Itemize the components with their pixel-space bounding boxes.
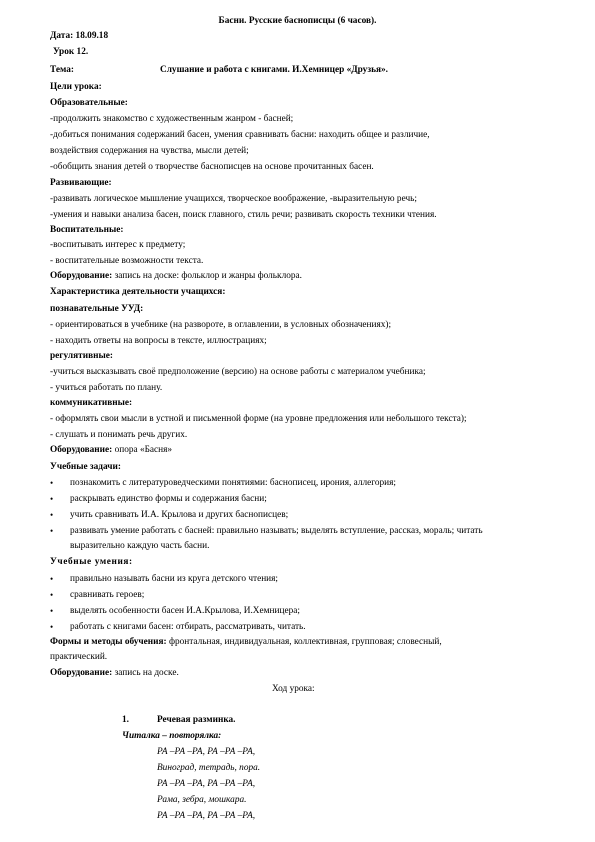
equipment-text: опора «Басня» — [112, 445, 173, 455]
chant-line: Рама, зебра, мошкара. — [157, 795, 247, 805]
upbringing-line: -воспитывать интерес к предмету; — [50, 240, 186, 250]
forms-continuation: практический. — [50, 652, 108, 662]
educational-line: воздействия содержания на чувства, мысли детей; — [50, 146, 249, 156]
skill-item: сравнивать героев; — [70, 590, 145, 600]
bullet: • — [50, 590, 54, 600]
developing-heading: Развивающие: — [50, 178, 112, 188]
forms-text: фронтальная, индивидуальная, коллективная, групповая; словесный, — [166, 637, 442, 647]
cognitive-heading: познавательные УУД: — [50, 304, 144, 314]
chant-line: РА –РА –РА, РА –РА –РА, — [157, 811, 256, 821]
bullet: • — [50, 526, 54, 536]
task-item-continuation: выразительно каждую часть басни. — [70, 541, 210, 551]
regulative-heading: регулятивные: — [50, 351, 113, 361]
skills-heading: Учебные умения: — [50, 557, 133, 567]
chant-line: РА –РА –РА, РА –РА –РА, — [157, 779, 256, 789]
forms-line — [50, 637, 553, 648]
bullet: • — [50, 622, 54, 632]
regulative-line: -учиться высказывать своё предположение (версию) на основе работы с материалом учебника; — [50, 367, 426, 377]
lesson-date: Дата: 18.09.18 — [50, 31, 109, 41]
educational-heading: Образовательные: — [50, 98, 128, 108]
cognitive-line: - находить ответы на вопросы в тексте, иллюстрациях; — [50, 336, 267, 346]
equipment-line — [50, 445, 172, 456]
chant-heading: Читалка – повторялка: — [122, 731, 222, 741]
equipment-text: запись на доске. — [112, 668, 179, 678]
tasks-heading: Учебные задачи: — [50, 462, 121, 472]
document-title: Басни. Русские баснописцы (6 часов). — [218, 16, 377, 26]
regulative-line: - учиться работать по плану. — [50, 383, 163, 393]
skill-item: выделять особенности басен И.А.Крылова, И.Хемницера; — [70, 606, 300, 616]
chant-line: РА –РА –РА, РА –РА –РА, — [157, 747, 256, 757]
equipment-label: Оборудование: — [50, 445, 113, 455]
equipment-line — [50, 271, 302, 282]
course-heading: Ход урока: — [272, 684, 315, 694]
bullet: • — [50, 574, 54, 584]
communicative-line: - слушать и понимать речь других. — [50, 430, 188, 440]
step-title: Речевая разминка. — [157, 715, 236, 725]
task-item: раскрывать единство формы и содержания басни; — [70, 494, 267, 504]
communicative-line: - оформлять свои мысли в устной и письменной форме (на уровне предложения или небольшого текста); — [50, 414, 467, 424]
skill-item: правильно называть басни из круга детского чтения; — [70, 574, 279, 584]
educational-line: -добиться понимания содержаний басен, умения сравнивать басни: находить общее и различие, — [50, 130, 430, 140]
developing-line: -развивать логическое мышление учащихся, творческое воображение, -выразительную речь; — [50, 194, 417, 204]
step-number: 1. — [122, 715, 129, 725]
upbringing-heading: Воспитательные: — [50, 225, 124, 235]
bullet: • — [50, 510, 54, 520]
equipment-text: запись на доске: фольклор и жанры фольклора. — [112, 271, 302, 281]
developing-line: -умения и навыки анализа басен, поиск главного, стиль речи; развивать скорость техники чтения. — [50, 210, 437, 220]
communicative-heading: коммуникативные: — [50, 398, 133, 408]
topic-text: Слушание и работа с книгами. И.Хемницер «Друзья». — [160, 65, 388, 75]
forms-label: Формы и методы обучения: — [50, 637, 167, 647]
equipment-label: Оборудование: — [50, 668, 113, 678]
task-item: развивать умение работать с басней: правильно называть; выделять вступление, рассказ, мораль; читать — [70, 526, 483, 536]
bullet: • — [50, 478, 54, 488]
chant-line: Виноград, тетрадь, пора. — [157, 763, 261, 773]
educational-line: -обобщить знания детей о творчестве баснописцев на основе прочитанных басен. — [50, 162, 374, 172]
educational-line: -продолжить знакомство с художественным жанром - басней; — [50, 114, 294, 124]
task-item: познакомить с литературоведческими понятиями: баснописец, ирония, аллегория; — [70, 478, 396, 488]
lesson-number: Урок 12. — [53, 47, 89, 57]
upbringing-line: - воспитательные возможности текста. — [50, 256, 204, 266]
bullet: • — [50, 606, 54, 616]
task-item: учить сравнивать И.А. Крылова и других баснописцев; — [70, 510, 289, 520]
skill-item: работать с книгами басен: отбирать, рассматривать, читать. — [70, 622, 306, 632]
bullet: • — [50, 494, 54, 504]
activity-heading: Характеристика деятельности учащихся: — [50, 287, 226, 297]
equipment-label: Оборудование: — [50, 271, 113, 281]
equipment-line — [50, 668, 179, 679]
topic-label: Тема: — [50, 65, 74, 75]
cognitive-line: - ориентироваться в учебнике (на развороте, в оглавлении, в условных обозначениях); — [50, 320, 392, 330]
goals-heading: Цели урока: — [50, 82, 102, 92]
